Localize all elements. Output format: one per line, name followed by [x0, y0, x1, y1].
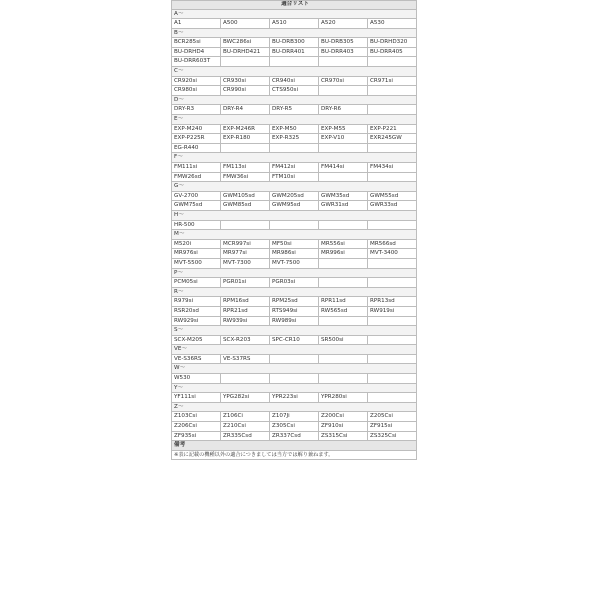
- note-header-row: [172, 441, 417, 451]
- model-cell: YPG282si: [221, 393, 270, 403]
- model-cell: CR970si: [319, 76, 368, 86]
- model-cell: DRY-R5: [270, 105, 319, 115]
- model-cell: MVT-7300: [221, 258, 270, 268]
- model-cell: SR500si: [319, 335, 368, 345]
- model-cell: [368, 335, 417, 345]
- model-cell: EXP-P221: [368, 124, 417, 134]
- model-cell: ZF915si: [368, 422, 417, 432]
- group-label: E〜: [172, 115, 417, 125]
- model-cell: BU-DRB300: [270, 38, 319, 48]
- model-cell: GV-2700: [172, 191, 221, 201]
- model-cell: DRY-R4: [221, 105, 270, 115]
- group-header-row: [172, 28, 417, 38]
- group-label: W〜: [172, 364, 417, 374]
- model-cell: RW939si: [221, 316, 270, 326]
- model-cell: PCM05si: [172, 278, 221, 288]
- model-cell: [368, 57, 417, 67]
- model-cell: FMW36si: [221, 172, 270, 182]
- model-cell: RPR13sd: [368, 297, 417, 307]
- model-cell: Z305Csi: [270, 422, 319, 432]
- group-label: Y〜: [172, 383, 417, 393]
- group-label: C〜: [172, 67, 417, 77]
- model-cell: [319, 172, 368, 182]
- group-header-row: [172, 115, 417, 125]
- model-cell: BU-DRHD320: [368, 38, 417, 48]
- model-cell: BU-DRR405: [368, 47, 417, 57]
- model-cell: MR556si: [319, 239, 368, 249]
- table-row: [172, 134, 417, 144]
- group-label: D〜: [172, 95, 417, 105]
- table-row: [172, 143, 417, 153]
- model-cell: PGR03si: [270, 278, 319, 288]
- model-cell: CR940si: [270, 76, 319, 86]
- model-cell: [319, 354, 368, 364]
- model-cell: RW565sd: [319, 306, 368, 316]
- table-row: [172, 86, 417, 96]
- model-cell: CR980si: [172, 86, 221, 96]
- model-cell: A520: [319, 19, 368, 29]
- table-row: [172, 412, 417, 422]
- model-cell: [368, 105, 417, 115]
- table-row: [172, 76, 417, 86]
- model-cell: EXP-M55: [319, 124, 368, 134]
- model-cell: DRY-R6: [319, 105, 368, 115]
- model-cell: FM412si: [270, 163, 319, 173]
- model-cell: A500: [221, 19, 270, 29]
- model-cell: MF50si: [270, 239, 319, 249]
- model-cell: [368, 278, 417, 288]
- model-cell: ZS315Csi: [319, 431, 368, 441]
- model-cell: [319, 86, 368, 96]
- table-row: [172, 316, 417, 326]
- group-header-row: [172, 383, 417, 393]
- model-cell: ZR335Csd: [221, 431, 270, 441]
- group-header-row: [172, 67, 417, 77]
- note-text: ※表に記載の機種以外の適合につきましては当方では解り兼ねます。: [172, 450, 417, 460]
- note-header: 備考: [172, 441, 417, 451]
- model-cell: BU-DRR403: [319, 47, 368, 57]
- model-cell: [319, 143, 368, 153]
- model-cell: [270, 143, 319, 153]
- table-row: [172, 297, 417, 307]
- model-cell: RPM25sd: [270, 297, 319, 307]
- model-cell: GWM105sd: [221, 191, 270, 201]
- model-cell: CR971si: [368, 76, 417, 86]
- model-cell: MR566sd: [368, 239, 417, 249]
- group-header-row: [172, 230, 417, 240]
- table-row: [172, 431, 417, 441]
- table-row: [172, 191, 417, 201]
- model-cell: [368, 393, 417, 403]
- model-cell: EXP-P225R: [172, 134, 221, 144]
- model-cell: [319, 316, 368, 326]
- group-header-row: [172, 364, 417, 374]
- group-label: H〜: [172, 210, 417, 220]
- model-cell: Z205Csi: [368, 412, 417, 422]
- model-cell: RTS949si: [270, 306, 319, 316]
- model-cell: [319, 220, 368, 230]
- model-cell: [270, 374, 319, 384]
- model-cell: GWM35sd: [319, 191, 368, 201]
- model-cell: [319, 258, 368, 268]
- group-label: R〜: [172, 287, 417, 297]
- model-cell: [221, 57, 270, 67]
- model-cell: RPM16sd: [221, 297, 270, 307]
- group-label: A〜: [172, 9, 417, 19]
- model-cell: YPR280si: [319, 393, 368, 403]
- table-row: [172, 249, 417, 259]
- model-cell: EXP-M50: [270, 124, 319, 134]
- model-cell: [368, 86, 417, 96]
- group-label: M〜: [172, 230, 417, 240]
- model-cell: [319, 278, 368, 288]
- group-header-row: [172, 153, 417, 163]
- table-row: [172, 19, 417, 29]
- model-cell: FM414si: [319, 163, 368, 173]
- compatibility-table-body: [172, 1, 417, 460]
- model-cell: W530: [172, 374, 221, 384]
- model-cell: FM111si: [172, 163, 221, 173]
- model-cell: ZF935si: [172, 431, 221, 441]
- model-cell: BWC286si: [221, 38, 270, 48]
- table-row: [172, 239, 417, 249]
- model-cell: GWM205sd: [270, 191, 319, 201]
- model-cell: BCR285si: [172, 38, 221, 48]
- model-cell: BU-DRR401: [270, 47, 319, 57]
- model-cell: RW919si: [368, 306, 417, 316]
- table-row: [172, 201, 417, 211]
- model-cell: GWM75sd: [172, 201, 221, 211]
- model-cell: [270, 354, 319, 364]
- model-cell: GWM85sd: [221, 201, 270, 211]
- compatibility-table: [171, 0, 417, 460]
- group-header-row: [172, 326, 417, 336]
- model-cell: MVT-5500: [172, 258, 221, 268]
- model-cell: BU-DRHD4: [172, 47, 221, 57]
- group-label: B〜: [172, 28, 417, 38]
- model-cell: EG-R440: [172, 143, 221, 153]
- model-cell: GWR33sd: [368, 201, 417, 211]
- model-cell: Z106Ci: [221, 412, 270, 422]
- table-row: [172, 57, 417, 67]
- model-cell: EXP-M240: [172, 124, 221, 134]
- table-row: [172, 163, 417, 173]
- model-cell: [368, 172, 417, 182]
- table-row: [172, 172, 417, 182]
- model-cell: EXP-R325: [270, 134, 319, 144]
- model-cell: [319, 57, 368, 67]
- model-cell: MR977si: [221, 249, 270, 259]
- group-header-row: [172, 210, 417, 220]
- group-label: Z〜: [172, 402, 417, 412]
- table-row: [172, 354, 417, 364]
- model-cell: [368, 258, 417, 268]
- group-header-row: [172, 268, 417, 278]
- model-cell: Z107Ji: [270, 412, 319, 422]
- model-cell: YPR223si: [270, 393, 319, 403]
- model-cell: CTS950si: [270, 86, 319, 96]
- table-row: [172, 278, 417, 288]
- group-label: P〜: [172, 268, 417, 278]
- model-cell: RW929si: [172, 316, 221, 326]
- table-row: [172, 374, 417, 384]
- model-cell: [368, 143, 417, 153]
- model-cell: BU-DRB305: [319, 38, 368, 48]
- model-cell: FTM10si: [270, 172, 319, 182]
- group-header-row: [172, 9, 417, 19]
- group-label: VE〜: [172, 345, 417, 355]
- model-cell: EXR245GW: [368, 134, 417, 144]
- table-row: [172, 258, 417, 268]
- model-cell: BU-DRR603T: [172, 57, 221, 67]
- model-cell: A510: [270, 19, 319, 29]
- model-cell: HR-500: [172, 220, 221, 230]
- model-cell: SPC-CR10: [270, 335, 319, 345]
- model-cell: FM113si: [221, 163, 270, 173]
- model-cell: EXP-M246R: [221, 124, 270, 134]
- model-cell: RPR21sd: [221, 306, 270, 316]
- table-row: [172, 422, 417, 432]
- group-header-row: [172, 287, 417, 297]
- group-label: S〜: [172, 326, 417, 336]
- model-cell: GWM55sd: [368, 191, 417, 201]
- model-cell: CR920si: [172, 76, 221, 86]
- model-cell: ZR337Csd: [270, 431, 319, 441]
- model-cell: [270, 220, 319, 230]
- model-cell: VE-S36RS: [172, 354, 221, 364]
- model-cell: FM434si: [368, 163, 417, 173]
- table-row: [172, 124, 417, 134]
- group-header-row: [172, 182, 417, 192]
- model-cell: SCX-R203: [221, 335, 270, 345]
- model-cell: [319, 374, 368, 384]
- model-cell: GWM95sd: [270, 201, 319, 211]
- model-cell: MCR997si: [221, 239, 270, 249]
- model-cell: MVT-3400: [368, 249, 417, 259]
- table-row: [172, 47, 417, 57]
- model-cell: YF111si: [172, 393, 221, 403]
- model-cell: EXP-V10: [319, 134, 368, 144]
- model-cell: [368, 354, 417, 364]
- model-cell: Z210Csi: [221, 422, 270, 432]
- model-cell: [368, 316, 417, 326]
- model-cell: MR996si: [319, 249, 368, 259]
- table-title: 適合リスト: [172, 1, 417, 10]
- model-cell: PGR01si: [221, 278, 270, 288]
- table-row: [172, 220, 417, 230]
- group-header-row: [172, 95, 417, 105]
- model-cell: MR976si: [172, 249, 221, 259]
- model-cell: [368, 220, 417, 230]
- model-cell: [270, 57, 319, 67]
- group-label: F〜: [172, 153, 417, 163]
- model-cell: SCX-M205: [172, 335, 221, 345]
- model-cell: R979si: [172, 297, 221, 307]
- model-cell: [221, 374, 270, 384]
- model-cell: A1: [172, 19, 221, 29]
- table-row: [172, 306, 417, 316]
- table-row: [172, 105, 417, 115]
- model-cell: RW989si: [270, 316, 319, 326]
- model-cell: BU-DRHD421: [221, 47, 270, 57]
- model-cell: ZF910si: [319, 422, 368, 432]
- model-cell: CR990si: [221, 86, 270, 96]
- model-cell: M520i: [172, 239, 221, 249]
- model-cell: DRY-R3: [172, 105, 221, 115]
- group-header-row: [172, 345, 417, 355]
- model-cell: Z200Csi: [319, 412, 368, 422]
- model-cell: RSR20sd: [172, 306, 221, 316]
- model-cell: EXP-R180: [221, 134, 270, 144]
- compatibility-list: [171, 0, 417, 460]
- model-cell: [221, 220, 270, 230]
- model-cell: ZS325Csi: [368, 431, 417, 441]
- model-cell: Z103Csi: [172, 412, 221, 422]
- model-cell: A530: [368, 19, 417, 29]
- model-cell: MVT-7500: [270, 258, 319, 268]
- table-title-row: [172, 1, 417, 10]
- note-row: [172, 450, 417, 460]
- table-row: [172, 335, 417, 345]
- group-header-row: [172, 402, 417, 412]
- group-label: G〜: [172, 182, 417, 192]
- model-cell: FMW26sd: [172, 172, 221, 182]
- model-cell: RPR11sd: [319, 297, 368, 307]
- model-cell: VE-S37RS: [221, 354, 270, 364]
- table-row: [172, 38, 417, 48]
- model-cell: MR986si: [270, 249, 319, 259]
- model-cell: [221, 143, 270, 153]
- model-cell: [368, 374, 417, 384]
- model-cell: Z206Csi: [172, 422, 221, 432]
- model-cell: CR930si: [221, 76, 270, 86]
- model-cell: GWR31sd: [319, 201, 368, 211]
- table-row: [172, 393, 417, 403]
